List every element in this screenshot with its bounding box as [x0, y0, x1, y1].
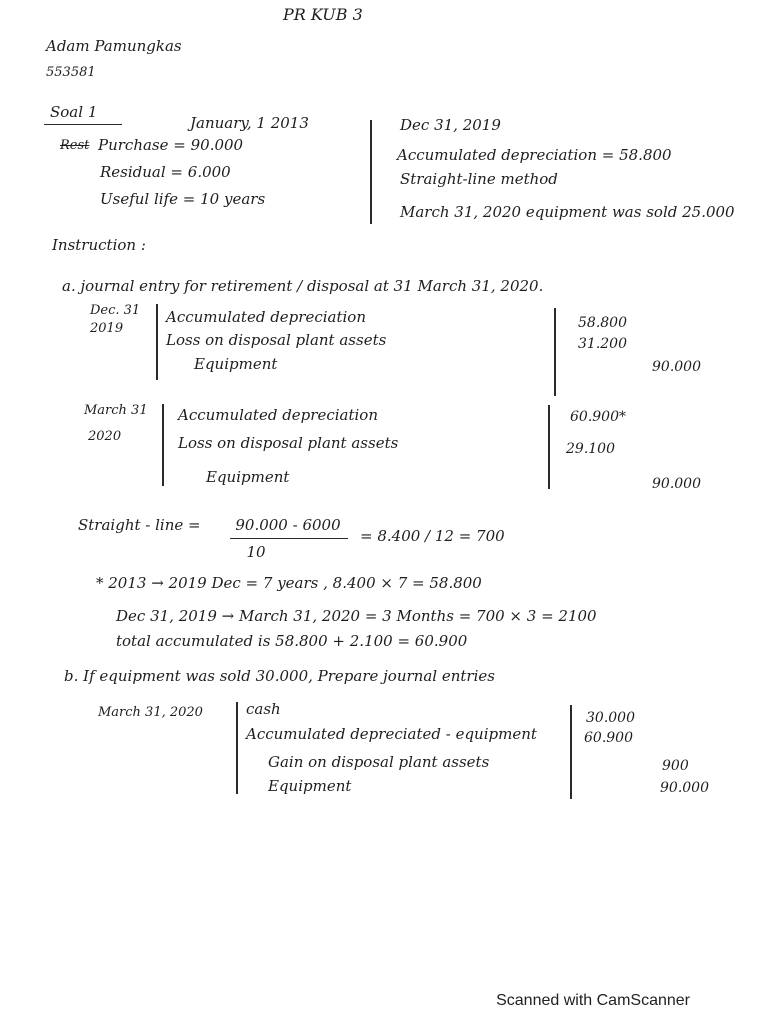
calc-numerator: 90.000 - 6000 [235, 516, 341, 534]
part-a-text: a. journal entry for retirement / disposal at 31 March 31, 2020. [62, 277, 544, 295]
entry1-line3: Equipment [194, 355, 278, 373]
student-name: Adam Pamungkas [46, 37, 182, 55]
entry1-date: Dec. 31 [90, 303, 141, 318]
sold-note: March 31, 2020 equipment was sold 25.000 [400, 203, 735, 221]
entry1-line2: Loss on disposal plant assets [166, 331, 387, 349]
calc-fraction-bar [230, 538, 348, 539]
calc-line2: Dec 31, 2019 → March 31, 2020 = 3 Months = 700 × 3 = 2100 [116, 607, 597, 625]
camscanner-watermark: Scanned with CamScanner [496, 992, 690, 1009]
entry3-debit1: 30.000 [586, 710, 635, 726]
entry1-credit: 90.000 [652, 359, 701, 375]
calc-label: Straight - line = [78, 516, 201, 534]
entry3-line4: Equipment [268, 777, 352, 795]
calc-line3: total accumulated is 58.800 + 2.100 = 60.900 [116, 632, 468, 650]
entry2-line1: Accumulated depreciation [178, 406, 378, 424]
entry1-debit1: 58.800 [578, 315, 627, 331]
entry2-date: March 31 [84, 403, 148, 418]
useful-life-line: Useful life = 10 years [100, 190, 266, 208]
calc-result: = 8.400 / 12 = 700 [360, 527, 505, 545]
entry2-left-rule [162, 404, 164, 486]
entry3-credit2: 90.000 [660, 780, 709, 796]
crossed-word: Rest [60, 138, 90, 153]
entry2-debit2: 29.100 [566, 441, 615, 457]
accum-dep-line: Accumulated depreciation = 58.800 [397, 146, 672, 164]
residual-line: Residual = 6.000 [100, 163, 231, 181]
calc-denominator: 10 [246, 543, 266, 561]
entry3-debit2: 60.900 [584, 730, 633, 746]
entry3-date: March 31, 2020 [98, 705, 203, 720]
part-b-text: b. If equipment was sold 30.000, Prepare journal entries [64, 667, 495, 685]
student-id: 553581 [46, 65, 96, 80]
calc-line1: * 2013 → 2019 Dec = 7 years , 8.400 × 7 = 58.800 [96, 574, 482, 592]
soal-title: Soal 1 [50, 103, 98, 121]
entry2-credit: 90.000 [652, 476, 701, 492]
entry3-line3: Gain on disposal plant assets [268, 753, 490, 771]
entry1-left-rule [156, 304, 158, 380]
soal-underline [44, 124, 122, 125]
entry1-year: 2019 [90, 321, 124, 336]
entry2-line2: Loss on disposal plant assets [178, 434, 399, 452]
entry3-line2: Accumulated depreciated - equipment [246, 725, 537, 743]
entry2-year: 2020 [88, 429, 122, 444]
purchase-line: Purchase = 90.000 [98, 136, 244, 154]
entry3-line1: cash [246, 700, 281, 718]
entry1-debit2: 31.200 [578, 336, 627, 352]
date-start: January, 1 2013 [190, 114, 309, 132]
entry2-right-rule [548, 405, 550, 489]
course-title: PR KUB 3 [283, 5, 363, 24]
date-end: Dec 31, 2019 [400, 116, 501, 134]
entry1-line1: Accumulated depreciation [166, 308, 366, 326]
method-line: Straight-line method [400, 170, 558, 188]
entry3-left-rule [236, 702, 238, 794]
soal-divider [370, 120, 372, 224]
instruction-label: Instruction : [52, 236, 146, 254]
entry1-right-rule [554, 308, 556, 396]
entry2-debit1: 60.900* [570, 409, 626, 425]
entry3-right-rule [570, 705, 572, 799]
entry3-credit1: 900 [662, 758, 689, 774]
entry2-line3: Equipment [206, 468, 290, 486]
